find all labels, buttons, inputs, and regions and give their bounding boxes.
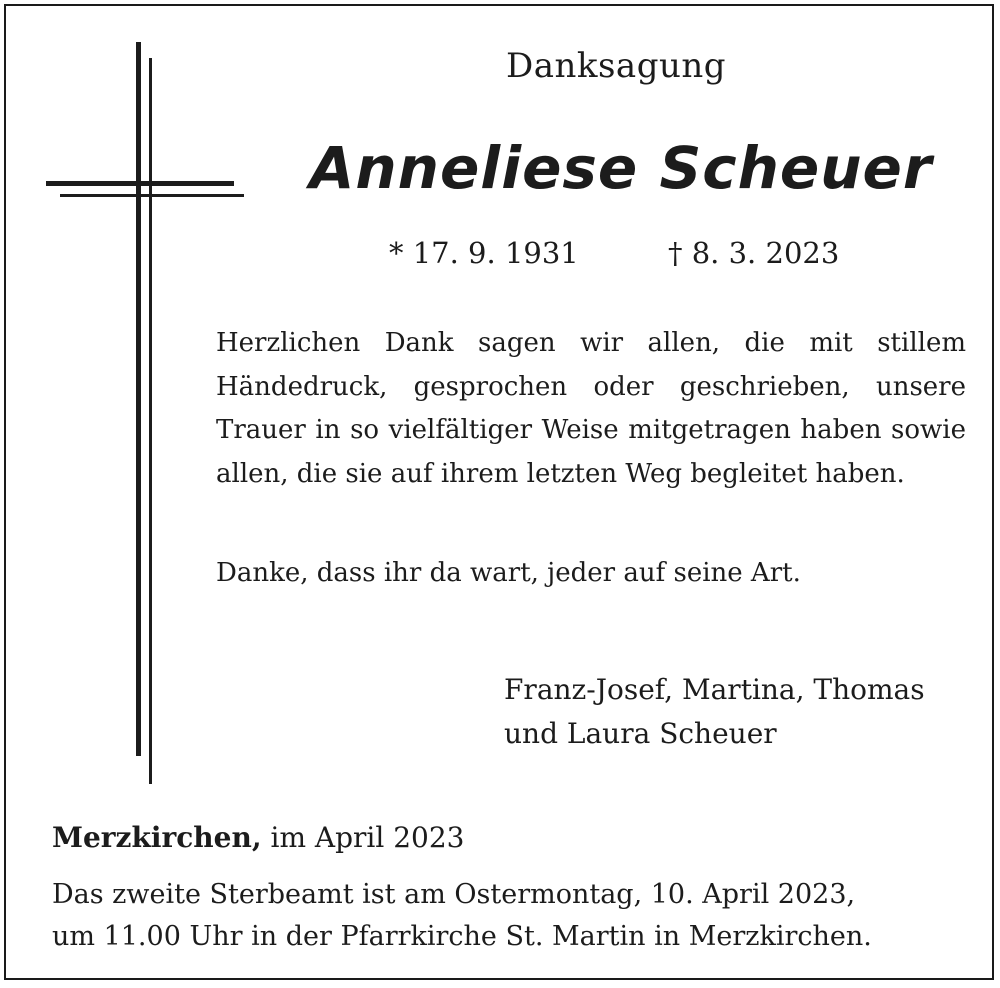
cross-vertical-bar-thick — [136, 42, 141, 756]
service-line-2: um 11.00 Uhr in der Pfarrkirche St. Martin in Merzkirchen. — [52, 921, 872, 952]
signers — [504, 668, 984, 756]
service-line-1: Das zweite Sterbeamt ist am Ostermontag, 10. April 2023, — [52, 879, 856, 910]
cross-vertical-bar-thin — [149, 58, 152, 784]
deceased-name: Anneliese Scheuer — [309, 134, 933, 202]
cross-horizontal-bar-thin — [60, 194, 244, 197]
thanks-message-text: Herzlichen Dank sagen wir allen, die mit stillem Händedruck, gesprochen oder geschrieben, unsere Trauer in so vielfältiger Weise mitgetragen haben sowie allen, die sie auf ihrem letzten Weg begleitet haben. — [216, 328, 966, 489]
service-info — [52, 874, 972, 958]
place-name: Merzkirchen, — [52, 821, 262, 854]
place-date — [52, 821, 465, 854]
cross-horizontal-bar-thick — [46, 181, 234, 186]
signers-line-1: Franz-Josef, Martina, Thomas — [504, 673, 925, 706]
thanks-line: Danke, dass ihr da wart, jeder auf seine Art. — [216, 558, 801, 588]
notice-heading: Danksagung — [505, 46, 727, 86]
birth-date: * 17. 9. 1931 — [389, 236, 579, 270]
thanks-message — [216, 322, 966, 496]
death-date: † 8. 3. 2023 — [668, 236, 840, 270]
signers-line-2: und Laura Scheuer — [504, 717, 777, 750]
date-text: im April 2023 — [270, 821, 465, 854]
obituary-notice — [4, 4, 994, 980]
